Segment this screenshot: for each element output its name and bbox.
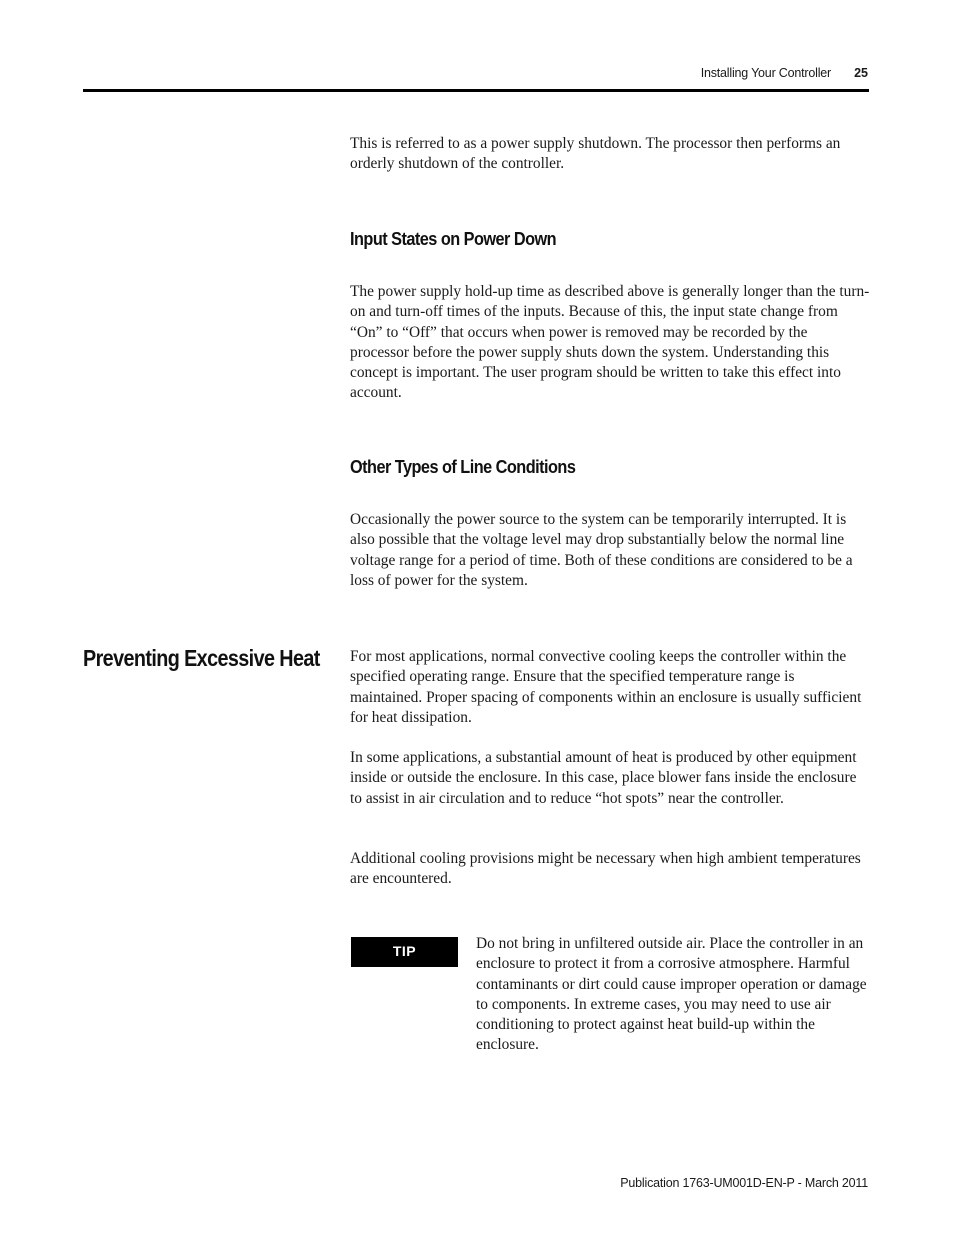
- tip-text: Do not bring in unfiltered outside air. Place the controller in an enclosure to protect it from a corrosive atmosphere. Harmful contaminants or dirt could cause improper operation or damage to components. In extreme cases, you may need to use air conditioning to protect against heat build-up within the enclosure.: [476, 935, 867, 1054]
- heat-paragraph-2: In some applications, a substantial amount of heat is produced by other equipment inside or outside the enclosure. In this case, place blower fans inside the enclosure to assist in air circulation and to reduce “hot spots” near the controller.: [350, 749, 857, 807]
- input-states-heading: Input States on Power Down: [350, 228, 557, 249]
- tip-label: TIP: [351, 937, 458, 967]
- running-header-title: Installing Your Controller: [700, 66, 831, 80]
- heat-paragraph-1: For most applications, normal convective cooling keeps the controller within the specified operating range. Ensure that the specified temperature range is maintained. Proper spacing of components within an enclosure is usually sufficient for heat dissipation.: [350, 648, 862, 726]
- other-line-conditions-heading: Other Types of Line Conditions: [350, 456, 576, 477]
- input-states-paragraph: The power supply hold-up time as described above is generally longer than the turn-on and turn-off times of the inputs. Because of this, the input state change from “On” to “Off” that occurs when power is removed may be recorded by the processor before the power supply shuts down the system. Understanding this concept is important. The user program should be written to take this effect into account.: [350, 283, 870, 402]
- section-heading: Preventing Excessive Heat: [83, 645, 320, 671]
- header-rule: [83, 89, 869, 92]
- publication-footer: Publication 1763-UM001D-EN-P - March 2011: [620, 1176, 868, 1190]
- page-number: 25: [854, 66, 868, 80]
- other-line-conditions-paragraph: Occasionally the power source to the system can be temporarily interrupted. It is also possible that the voltage level may drop substantially below the normal line voltage range for a period of time. Both of these conditions are considered to be a loss of power for the system.: [350, 511, 853, 589]
- intro-paragraph: This is referred to as a power supply shutdown. The processor then performs an orderly shutdown of the controller.: [350, 135, 841, 173]
- heat-paragraph-3: Additional cooling provisions might be necessary when high ambient temperatures are encountered.: [350, 850, 861, 888]
